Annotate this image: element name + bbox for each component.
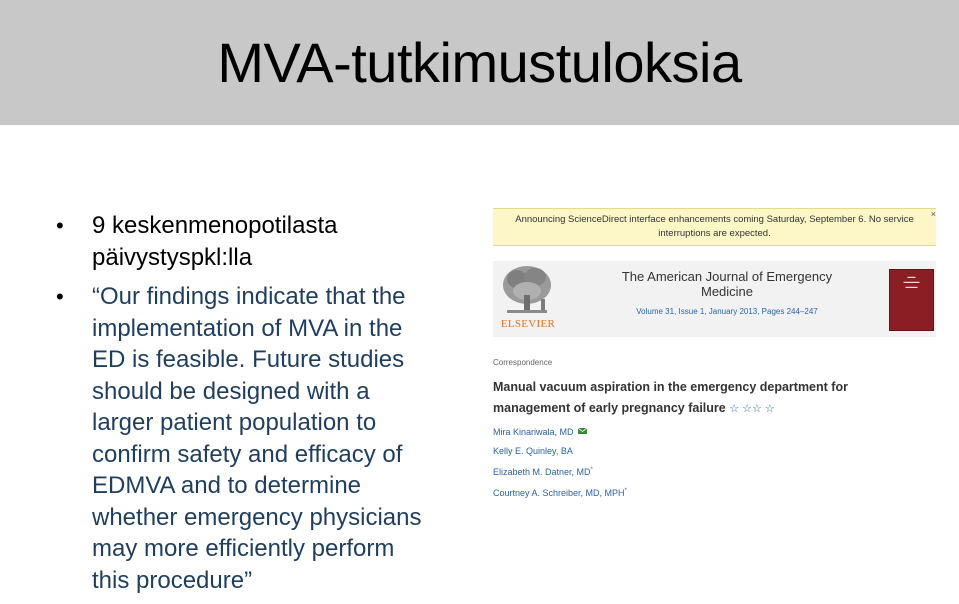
quote-line: implementation of MVA in the [92,314,403,342]
author-link[interactable] [493,461,627,482]
bullet-item-quote [52,281,472,596]
author-link[interactable] [493,482,627,503]
quote-line: larger patient population to [92,409,377,436]
journal-issue-link[interactable]: Volume 31, Issue 1, January 2013, Pages 244–247 [636,307,818,316]
author-link[interactable] [493,423,627,442]
quote-line: EDMVA and to determine [92,472,362,499]
announcement-banner [493,208,936,246]
author-name: Mira Kinariwala, MD [493,427,574,437]
bullet-line: päivystyspkl:lla [92,243,253,271]
bullet-line: 9 keskenmenopotilasta [92,212,338,239]
bullet-dot-icon: • [56,213,64,238]
email-icon[interactable] [578,428,587,434]
author-link[interactable] [493,442,627,461]
author-footnote-mark: * [590,467,593,473]
publisher-logo-text: ELSEVIER [500,318,556,330]
quote-line: whether emergency physicians [92,503,422,531]
author-name: Courtney A. Schreiber, MD, MPH [493,488,625,498]
quote-line: may more efficiently perform [92,535,395,562]
bullet-item [52,210,472,273]
quote-line: ED is feasible. Future studies [92,346,405,373]
section-label: Correspondence [493,358,553,367]
author-name: Kelly E. Quinley, BA [493,446,573,456]
quote-line: should be designed with a [92,377,370,405]
quote-line: “Our findings indicate that the [92,283,406,310]
author-name: Elizabeth M. Datner, MD [493,467,591,477]
journal-title[interactable] [597,269,857,299]
announcement-text: interruptions are expected. [658,228,771,239]
cover-lettering: ▬▬ ▬▬▬▬ ▬▬▬ [903,274,920,289]
article-title-line: management of early pregnancy failure [493,401,726,415]
journal-cover-image[interactable] [889,269,934,331]
journal-title-line: Medicine [700,284,754,299]
journal-title-line: The American Journal of Emergency [621,269,833,284]
quote-line: confirm safety and efficacy of [92,440,403,468]
article-title [493,377,893,420]
announcement-text: Announcing ScienceDirect interface enhancements coming Saturday, September 6. No service [515,214,914,225]
slide-title: MVA-tutkimustuloksia [217,31,742,94]
quote-line: this procedure” [92,566,253,594]
close-icon[interactable]: × [930,209,936,219]
article-screenshot [493,205,936,505]
bullet-dot-icon: • [56,284,64,309]
author-footnote-mark: * [624,488,627,494]
article-title-line: Manual vacuum aspiration in the emergency department for [493,380,848,394]
author-list [493,423,627,503]
footnote-stars[interactable]: ☆ ☆☆ ☆ [729,403,775,415]
bullet-list [52,210,472,604]
